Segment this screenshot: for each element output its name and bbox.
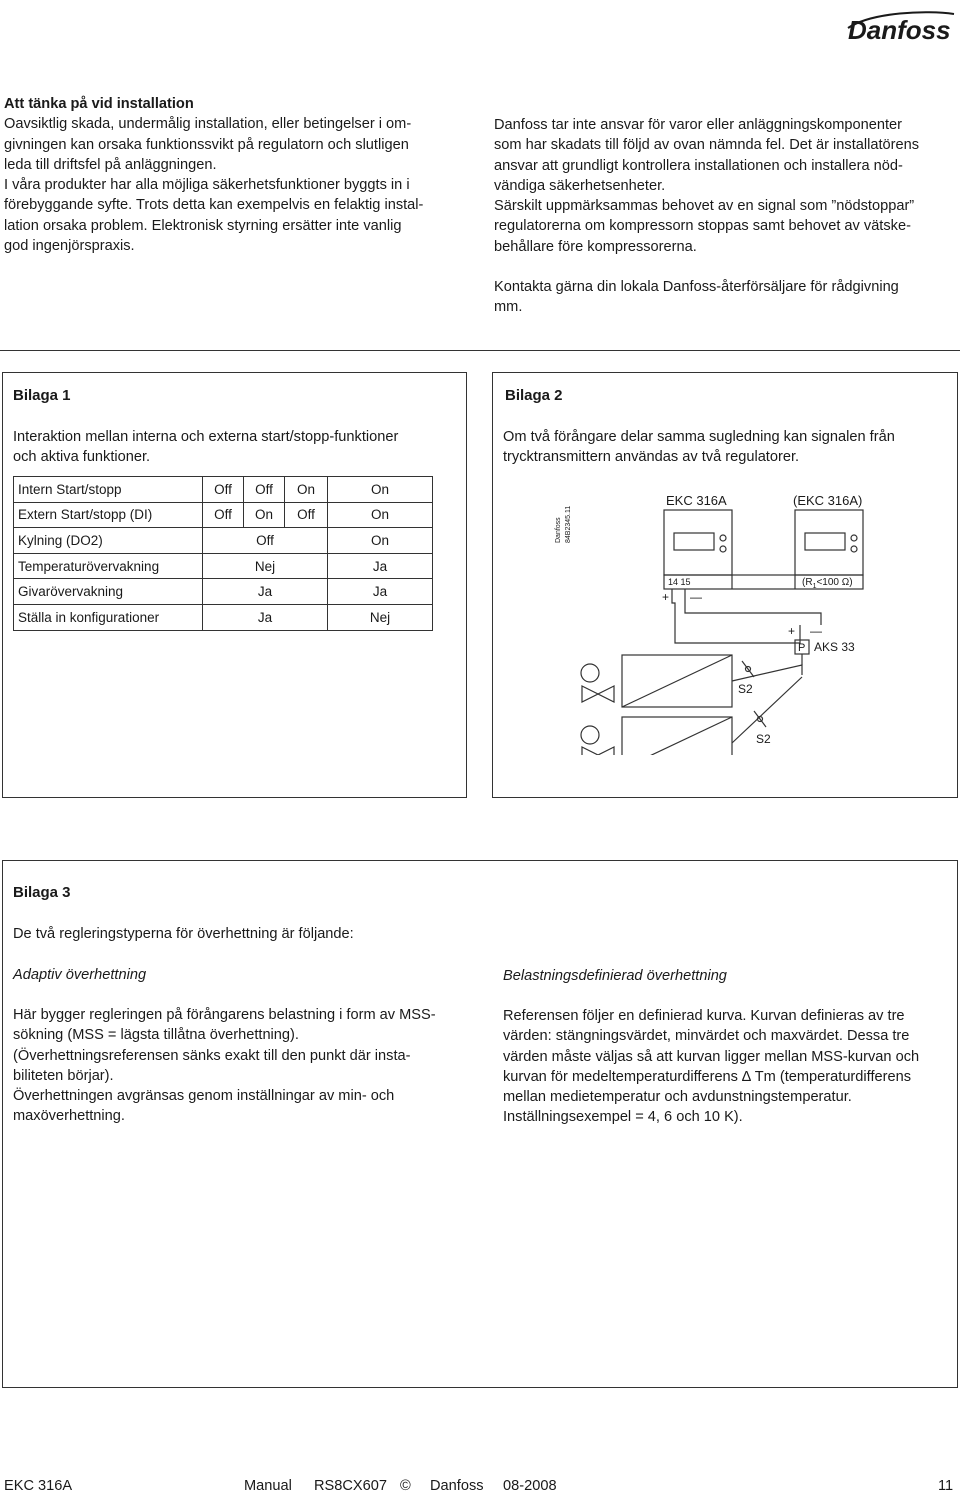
load-defined-text: [503, 1006, 953, 1128]
resistor-label: [802, 577, 853, 590]
footer-copyright: ©: [400, 1478, 411, 1494]
cell: Ja: [328, 579, 433, 605]
text-line: sökning (MSS = lägsta tillåtna överhettning).: [13, 1027, 299, 1044]
text-line: ansvar att grundligt kontrollera installationen och installera nöd-: [494, 157, 903, 174]
footer-manual: Manual: [244, 1478, 292, 1494]
load-defined-heading: Belastningsdefinierad överhettning: [503, 968, 727, 984]
row-label: Ställa in konfigurationer: [14, 604, 203, 630]
cell: Off: [203, 528, 328, 554]
cell: Off: [285, 502, 328, 528]
text-line: trycktransmittern användas av två regulatorer.: [503, 449, 800, 466]
bilaga-2-title: Bilaga 2: [505, 387, 563, 404]
text-line: förebyggande syfte. Trots detta kan exempelvis en felaktig instal-: [4, 197, 424, 214]
text-line: behållare före kompressorerna.: [494, 238, 697, 255]
bilaga-3-title: Bilaga 3: [13, 884, 71, 901]
fan-2-icon: [581, 726, 599, 744]
valve-1-icon: [582, 686, 598, 702]
footer-page-number: 11: [938, 1478, 954, 1494]
suction-line: [732, 665, 802, 681]
transmitter-minus-label: —: [810, 624, 822, 638]
fan-1-icon: [581, 664, 599, 682]
table-row: [14, 528, 433, 554]
danfoss-logo: [842, 6, 958, 48]
diagram-side-label: Danfoss: [555, 517, 562, 543]
bilaga-3-box: [2, 860, 958, 1388]
text-line: regulatorerna om kompressorn stoppas samt behovet av vätske-: [494, 218, 911, 235]
text-line: Här bygger regleringen på förångarens belastning i form av MSS-: [13, 1007, 436, 1023]
footer-company: Danfoss: [430, 1478, 484, 1494]
cell: Off: [203, 477, 244, 503]
text-line: Inställningsexempel = 4, 6 och 10 K).: [503, 1109, 743, 1126]
controller-2-label: (EKC 316A): [793, 493, 863, 508]
section-divider: [0, 350, 960, 351]
text-line: god ingenjörspraxis.: [4, 238, 135, 255]
text-line: Referensen följer en definierad kurva. Kurvan definieras av tre: [503, 1008, 905, 1024]
table-row: [14, 553, 433, 579]
text-line: och aktiva funktioner.: [13, 449, 151, 466]
minus-label: —: [690, 590, 702, 604]
text-line: mellan medietemperatur och avdunstningstemperatur.: [503, 1089, 852, 1106]
wiring-diagram: [540, 485, 920, 755]
minus-wire: [685, 589, 821, 625]
liability-notes: [494, 115, 956, 318]
table-row: [14, 502, 433, 528]
text-line: Om två förångare delar samma sugledning kan signalen från: [503, 429, 895, 445]
diagram-side-code: 84B2345.11: [565, 505, 572, 543]
text-line: Överhettningen avgränsas genom inställningar av min- och: [13, 1088, 395, 1105]
resistor-subscript: 1: [812, 583, 817, 590]
row-label: Kylning (DO2): [14, 528, 203, 554]
text-line: lation orsaka problem. Elektronisk styrning ersätter inte vanlig: [4, 217, 402, 234]
cell: On: [244, 502, 285, 528]
cell: Ja: [203, 579, 328, 605]
text-line: kurvan för medeltemperaturdifferens ∆ Tm (temperaturdifferens: [503, 1068, 912, 1085]
text-line: biliteten börjar).: [13, 1067, 114, 1084]
row-label: Temperaturövervakning: [14, 553, 203, 579]
s2-label-2: S2: [756, 732, 771, 746]
text-line: Oavsiktlig skada, undermålig installation, eller betingelser i om-: [4, 116, 412, 133]
cell: Ja: [328, 553, 433, 579]
text-line: givningen kan orsaka funktionssvikt på regulatorn och slutligen: [4, 136, 409, 153]
installation-notes: [4, 94, 456, 256]
text-line: leda till driftsfel på anläggningen.: [4, 156, 217, 173]
installation-heading: Att tänka på vid installation: [4, 96, 194, 112]
resistor-prefix: (R: [802, 577, 813, 588]
cell: Nej: [203, 553, 328, 579]
row-label: Extern Start/stopp (DI): [14, 502, 203, 528]
cell: On: [285, 477, 328, 503]
adaptive-text: [13, 1005, 473, 1127]
plus-label: +: [662, 590, 670, 604]
cell: Ja: [203, 604, 328, 630]
controller-1-label: EKC 316A: [666, 493, 727, 508]
text-line: Särskilt uppmärksammas behovet av en signal som ”nödstoppar”: [494, 198, 915, 215]
logo-text: Danfoss: [848, 15, 951, 45]
footer-product: EKC 316A: [4, 1478, 73, 1494]
table-row: [14, 604, 433, 630]
text-line: som har skadats till följd av ovan nämnda fel. Det är installatörens: [494, 137, 920, 154]
controller-2-display: [805, 533, 845, 550]
transmitter-p-label: P: [798, 642, 806, 654]
cell: On: [328, 528, 433, 554]
text-line: maxöverhettning.: [13, 1108, 125, 1125]
s2-label-1: S2: [738, 682, 753, 696]
footer-date: 08-2008: [503, 1478, 557, 1494]
text-line: I våra produkter har alla möjliga säkerhetsfunktioner byggts in i: [4, 177, 410, 194]
table-row: [14, 579, 433, 605]
bilaga-1-text: [13, 427, 458, 468]
bilaga-2-text: [503, 427, 949, 468]
cell: Off: [244, 477, 285, 503]
cell: On: [328, 502, 433, 528]
bilaga-3-intro: De två regleringstyperna för överhettning är följande:: [13, 926, 354, 942]
cell: Nej: [328, 604, 433, 630]
controller-1-display: [674, 533, 714, 550]
valve-2-icon: [582, 747, 598, 755]
terminal-label: 14 15: [668, 577, 691, 587]
resistor-value: <100 Ω): [816, 577, 853, 588]
bilaga-1-box: [2, 372, 467, 798]
text-line: Interaktion mellan interna och externa start/stopp-funktioner: [13, 429, 399, 445]
adaptive-heading: Adaptiv överhettning: [13, 967, 147, 983]
text-line: värden: stängningsvärdet, minvärdet och maxvärdet. Dessa tre: [503, 1028, 910, 1045]
text-line: Danfoss tar inte ansvar för varor eller anläggningskomponenter: [494, 117, 903, 133]
footer-code: RS8CX607: [314, 1478, 388, 1494]
transmitter-plus-label: +: [788, 624, 796, 638]
table-row: [14, 477, 433, 503]
cell: Off: [203, 502, 244, 528]
cell: On: [328, 477, 433, 503]
text-line: vändiga säkerhetsenheter.: [494, 177, 666, 194]
contact-line: mm.: [494, 299, 523, 316]
transmitter-name: AKS 33: [814, 640, 855, 654]
start-stop-table: [13, 476, 433, 631]
text-line: (Överhettningsreferensen sänks exakt till den punkt där insta-: [13, 1047, 411, 1064]
evaporator-2: [622, 717, 732, 755]
contact-line: Kontakta gärna din lokala Danfoss-återförsäljare för rådgivning: [494, 279, 899, 296]
bilaga-1-title: Bilaga 1: [13, 387, 71, 404]
row-label: Givarövervakning: [14, 579, 203, 605]
row-label: Intern Start/stopp: [14, 477, 203, 503]
text-line: värden måste väljas så att kurvan ligger mellan MSS-kurvan och: [503, 1048, 920, 1065]
